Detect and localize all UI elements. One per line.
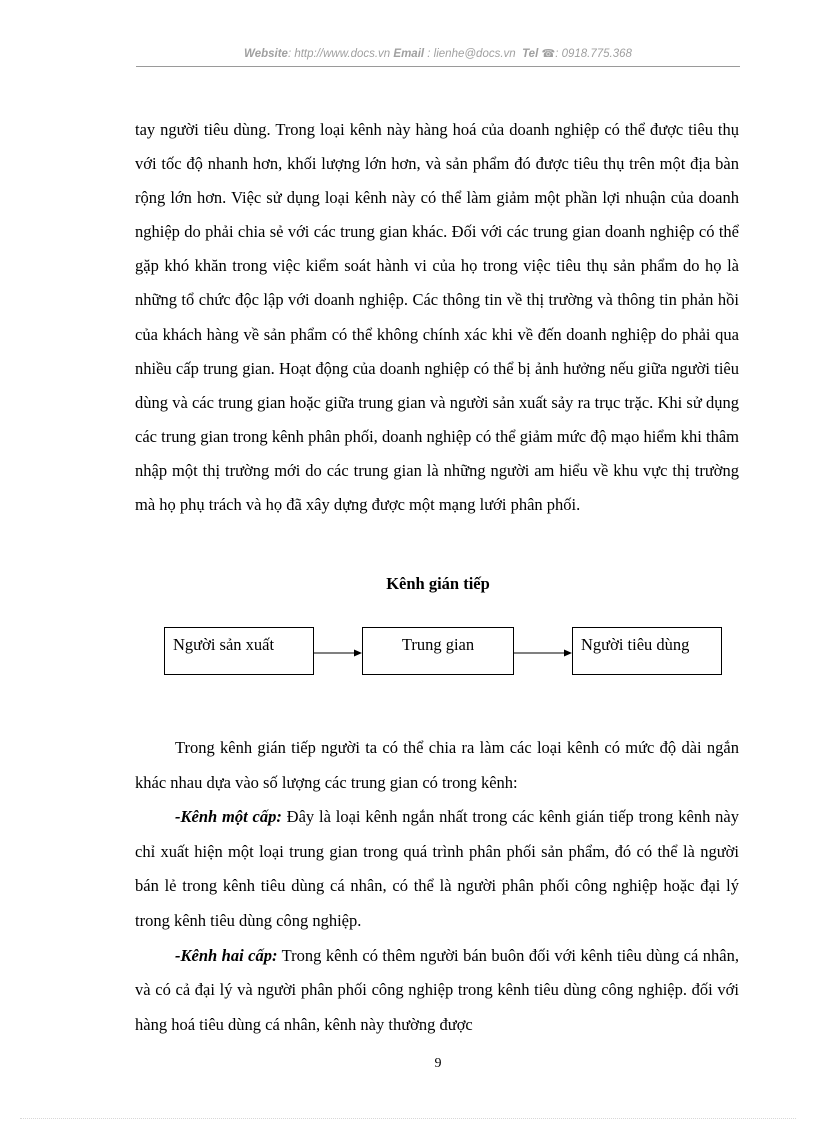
diagram-node-producer: Người sản xuất <box>164 627 314 675</box>
header-divider <box>136 66 740 67</box>
website-label: Website <box>244 48 288 60</box>
diagram-arrow-1 <box>314 648 362 658</box>
tel-value: : 0918.775.368 <box>555 48 632 60</box>
body-section-channel-levels <box>135 731 739 1042</box>
term-definition: Đây là loại kênh ngắn nhất trong các kênh gián tiếp trong kênh này chỉ xuất hiện một loại trung gian trong quá trình phân phối sản phẩm, đó có thể là người bán lẻ trong kênh tiêu dùng cá nhân, có thể là người phân phối công nghiệp hoặc đại lý trong kênh tiêu dùng công nghiệp. <box>135 807 739 930</box>
diagram-node-consumer: Người tiêu dùng <box>572 627 722 675</box>
website-value: : http://www.docs.vn <box>287 48 391 60</box>
term-definition: Trong kênh có thêm người bán buôn đối với kênh tiêu dùng cá nhân, và có cả đại lý và người phân phối công nghiệp trong kênh tiêu dùng công nghiệp. đối với hàng hoá tiêu dùng cá nhân, kênh này thường được <box>135 945 739 1034</box>
page-header <box>136 47 740 60</box>
diagram-title: Kênh gián tiếp <box>386 574 490 593</box>
diagram-arrow-2 <box>514 648 572 658</box>
body-paragraph: Trong kênh gián tiếp người ta có thể chia ra làm các loại kênh có mức độ dài ngắn khác nhau dựa vào số lượng các trung gian có trong kênh: <box>135 738 739 792</box>
email-value: : lienhe@docs.vn <box>424 48 516 60</box>
telephone-icon: ☎ <box>541 48 556 60</box>
page-bottom-border <box>20 1118 796 1119</box>
diagram-node-intermediary: Trung gian <box>362 627 514 675</box>
body-paragraph: tay người tiêu dùng. Trong loại kênh này hàng hoá của doanh nghiệp có thể được tiêu thụ với tốc độ nhanh hơn, khối lượng lớn hơn, và sản phẩm đó được tiêu thụ trên một địa bàn rộng lớn hơn. Việc sử dụng loại kênh này có thể làm giảm một phần lợi nhuận của doanh nghiệp do phải chia sẻ với các trung gian khác. Đối với các trung gian doanh nghiệp có thể gặp khó khăn trong việc kiểm soát hành vi của họ trong việc tiêu thụ sản phẩm do họ là những tổ chức độc lập với doanh nghiệp. Các thông tin về thị trường và thông tin phản hồi của khách hàng về sản phẩm có thể không chính xác khi về đến doanh nghiệp do phải qua nhiều cấp trung gian. Hoạt động của doanh nghiệp có thể bị ảnh hưởng nếu giữa người tiêu dùng và các trung gian hoặc giữa trung gian và người sản xuất sảy ra trục trặc. Khi sử dụng các trung gian trong kênh phân phối, doanh nghiệp có thể giảm mức độ mạo hiểm khi thâm nhập một thị trường mới do các trung gian là những người am hiểu về khu vực thị trường mà họ phụ trách và họ đã xây dựng được một mạng lưới phân phối. <box>135 120 739 515</box>
body-paragraph <box>135 800 739 938</box>
page-number: 9 <box>434 1056 442 1071</box>
body-paragraph <box>135 939 739 1043</box>
email-label: Email <box>393 48 425 60</box>
term-two-level-channel: -Kênh hai cấp: <box>175 945 278 965</box>
term-one-level-channel: -Kênh một cấp: <box>175 807 282 827</box>
tel-label: Tel <box>522 48 539 60</box>
